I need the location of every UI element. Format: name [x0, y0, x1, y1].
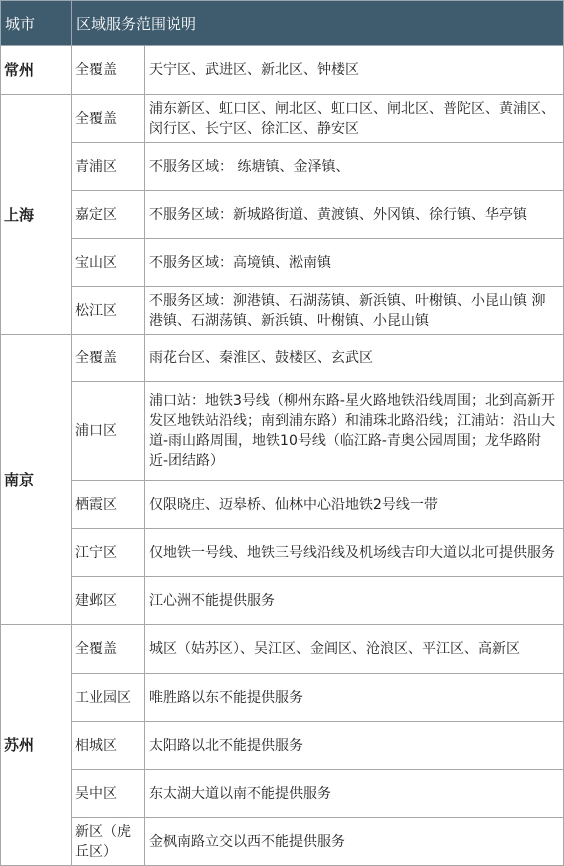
header-description: 区域服务范围说明 [72, 1, 564, 46]
area-cell: 松江区 [72, 287, 145, 335]
area-cell: 宝山区 [72, 239, 145, 287]
description-cell: 不服务区域：泖港镇、石湖荡镇、新浜镇、叶榭镇、小昆山镇 泖港镇、石湖荡镇、新浜镇、叶榭镇、小昆山镇 [145, 287, 564, 335]
table-row [1, 382, 564, 481]
table-row [1, 46, 564, 95]
table-row [1, 770, 564, 818]
table-row [1, 722, 564, 770]
area-cell: 建邺区 [72, 577, 145, 625]
description-cell: 浦口站：地铁3号线（柳州东路-星火路地铁沿线周围；北到高新开发区地铁站沿线；南到浦东路）和浦珠北路沿线；江浦站：沿山大道-雨山路周围，地铁10号线（临江路-青奥公园周围；龙华路附近-团结路） [145, 382, 564, 481]
description-cell: 雨花台区、秦淮区、鼓楼区、玄武区 [145, 335, 564, 382]
table-row [1, 577, 564, 625]
area-cell: 全覆盖 [72, 46, 145, 95]
table-row [1, 625, 564, 674]
description-cell: 江心洲不能提供服务 [145, 577, 564, 625]
table-row [1, 95, 564, 143]
table-row [1, 239, 564, 287]
table-row [1, 143, 564, 191]
city-cell: 苏州 [1, 625, 72, 866]
area-cell: 嘉定区 [72, 191, 145, 239]
area-cell: 全覆盖 [72, 95, 145, 143]
table-row [1, 335, 564, 382]
table-row [1, 481, 564, 529]
area-cell: 全覆盖 [72, 335, 145, 382]
header-city: 城市 [1, 1, 72, 46]
description-cell: 仅限晓庄、迈皋桥、仙林中心沿地铁2号线一带 [145, 481, 564, 529]
table-row [1, 674, 564, 722]
description-cell: 太阳路以北不能提供服务 [145, 722, 564, 770]
description-cell: 不服务区域：高境镇、淞南镇 [145, 239, 564, 287]
city-cell: 常州 [1, 46, 72, 95]
city-cell: 南京 [1, 335, 72, 625]
description-cell: 金枫南路立交以西不能提供服务 [145, 818, 564, 866]
area-cell: 工业园区 [72, 674, 145, 722]
area-cell: 全覆盖 [72, 625, 145, 674]
description-cell: 不服务区域： 练塘镇、金泽镇、 [145, 143, 564, 191]
area-cell: 青浦区 [72, 143, 145, 191]
table-row [1, 529, 564, 577]
table-row [1, 191, 564, 239]
description-cell: 不服务区域：新城路街道、黄渡镇、外冈镇、徐行镇、华亭镇 [145, 191, 564, 239]
table-row [1, 287, 564, 335]
table-row [1, 818, 564, 866]
description-cell: 天宁区、武进区、新北区、钟楼区 [145, 46, 564, 95]
description-cell: 唯胜路以东不能提供服务 [145, 674, 564, 722]
area-cell: 江宁区 [72, 529, 145, 577]
table-header-row [1, 1, 564, 46]
area-cell: 相城区 [72, 722, 145, 770]
description-cell: 仅地铁一号线、地铁三号线沿线及机场线吉印大道以北可提供服务 [145, 529, 564, 577]
description-cell: 浦东新区、虹口区、闸北区、虹口区、闸北区、普陀区、黄浦区、闵行区、长宁区、徐汇区、静安区 [145, 95, 564, 143]
city-cell: 上海 [1, 95, 72, 335]
area-cell: 吴中区 [72, 770, 145, 818]
area-cell: 浦口区 [72, 382, 145, 481]
area-cell: 栖霞区 [72, 481, 145, 529]
area-cell: 新区（虎丘区） [72, 818, 145, 866]
description-cell: 城区（姑苏区）、吴江区、金阊区、沧浪区、平江区、高新区 [145, 625, 564, 674]
description-cell: 东太湖大道以南不能提供服务 [145, 770, 564, 818]
